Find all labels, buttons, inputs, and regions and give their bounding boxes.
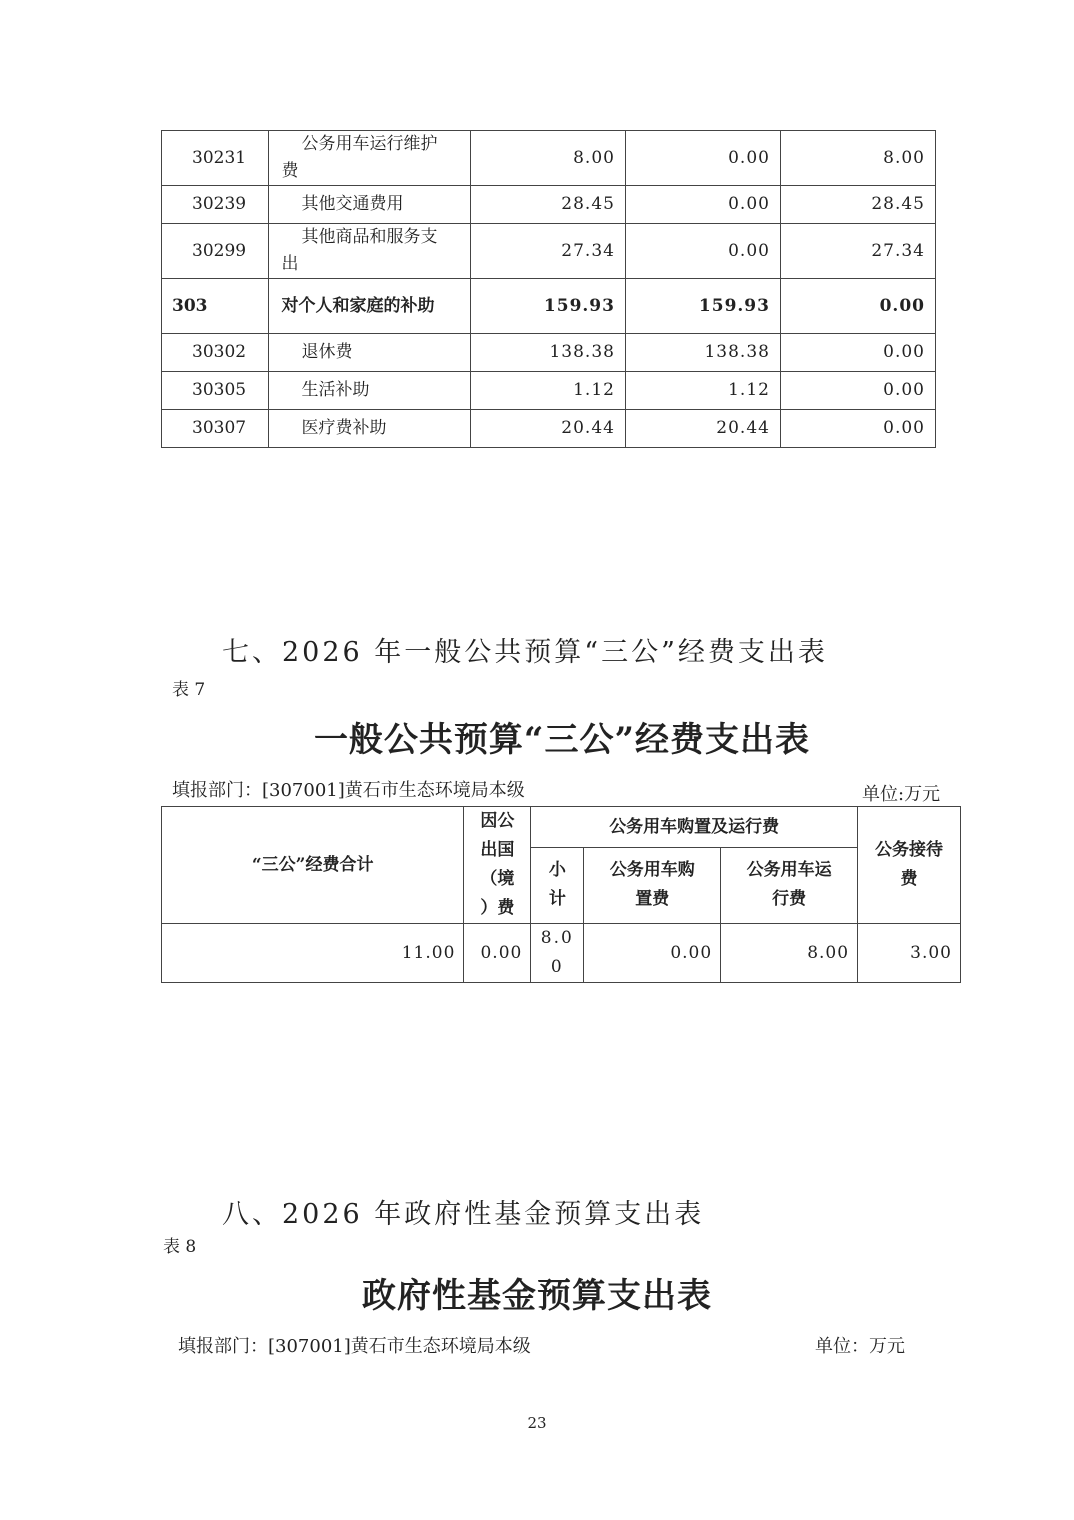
section8-title: 政府性基金预算支出表 xyxy=(362,1276,712,1316)
row-value-3: 0.00 xyxy=(780,410,935,448)
row-code: 30239 xyxy=(162,186,269,224)
section7-unit: 单位:万元 xyxy=(862,784,941,805)
table-row xyxy=(162,372,936,410)
section7-heading: 七、2026 年一般公共预算“三公”经费支出表 xyxy=(222,637,828,668)
row-code: 30305 xyxy=(162,372,269,410)
row-value-1: 28.45 xyxy=(470,186,625,224)
header-car-purchase: 公务用车购置费 xyxy=(584,847,721,923)
row-value-1: 8.00 xyxy=(470,131,625,186)
row-value-1: 138.38 xyxy=(470,334,625,372)
section7-table-number: 表 7 xyxy=(172,680,206,700)
table-row xyxy=(162,224,936,279)
row-value-1: 1.12 xyxy=(470,372,625,410)
value-abroad: 0.00 xyxy=(464,924,531,983)
expenditure-table-continued xyxy=(161,130,936,448)
row-code: 30299 xyxy=(162,224,269,279)
value-total: 11.00 xyxy=(162,924,464,983)
row-value-3: 27.34 xyxy=(780,224,935,279)
row-name: 对个人和家庭的补助 xyxy=(269,279,471,334)
value-car-purchase: 0.00 xyxy=(584,924,721,983)
header-abroad: 因公出国（境）费 xyxy=(464,807,531,924)
value-car-run: 8.00 xyxy=(721,924,858,983)
row-code: 30307 xyxy=(162,410,269,448)
header-car-group: 公务用车购置及运行费 xyxy=(531,807,858,848)
header-reception: 公务接待费 xyxy=(858,807,961,924)
section8-unit: 单位：万元 xyxy=(815,1336,905,1357)
section8-heading: 八、2026 年政府性基金预算支出表 xyxy=(222,1199,705,1230)
row-value-1: 159.93 xyxy=(470,279,625,334)
table-row xyxy=(162,410,936,448)
row-name: 退休费 xyxy=(269,334,471,372)
row-name: 其他商品和服务支出 xyxy=(269,224,471,279)
row-value-1: 27.34 xyxy=(470,224,625,279)
value-reception: 3.00 xyxy=(858,924,961,983)
header-car-run: 公务用车运行费 xyxy=(721,847,858,923)
row-value-3: 0.00 xyxy=(780,334,935,372)
table-row xyxy=(162,186,936,224)
three-public-expense-table xyxy=(161,806,961,983)
header-subtotal: 小计 xyxy=(531,847,584,923)
section7-dept: 填报部门：[307001]黄石市生态环境局本级 xyxy=(172,780,525,801)
row-value-2: 0.00 xyxy=(625,224,780,279)
row-value-2: 138.38 xyxy=(625,334,780,372)
row-name: 医疗费补助 xyxy=(269,410,471,448)
row-name: 公务用车运行维护费 xyxy=(269,131,471,186)
section8-table-number: 表 8 xyxy=(163,1237,197,1257)
row-value-2: 1.12 xyxy=(625,372,780,410)
row-value-2: 159.93 xyxy=(625,279,780,334)
row-value-3: 28.45 xyxy=(780,186,935,224)
row-value-1: 20.44 xyxy=(470,410,625,448)
row-name: 其他交通费用 xyxy=(269,186,471,224)
row-code: 303 xyxy=(162,279,269,334)
table-row xyxy=(162,131,936,186)
row-value-3: 0.00 xyxy=(780,372,935,410)
row-code: 30302 xyxy=(162,334,269,372)
section7-title: 一般公共预算“三公”经费支出表 xyxy=(313,720,811,760)
header-total: “三公”经费合计 xyxy=(162,807,464,924)
row-value-3: 0.00 xyxy=(780,279,935,334)
row-value-2: 20.44 xyxy=(625,410,780,448)
value-subtotal: 8.00 xyxy=(531,924,584,983)
row-code: 30231 xyxy=(162,131,269,186)
page-number: 23 xyxy=(527,1414,547,1432)
row-value-3: 8.00 xyxy=(780,131,935,186)
table-row xyxy=(162,279,936,334)
row-value-2: 0.00 xyxy=(625,186,780,224)
section8-dept: 填报部门：[307001]黄石市生态环境局本级 xyxy=(178,1336,531,1357)
row-name: 生活补助 xyxy=(269,372,471,410)
table-row xyxy=(162,334,936,372)
row-value-2: 0.00 xyxy=(625,131,780,186)
